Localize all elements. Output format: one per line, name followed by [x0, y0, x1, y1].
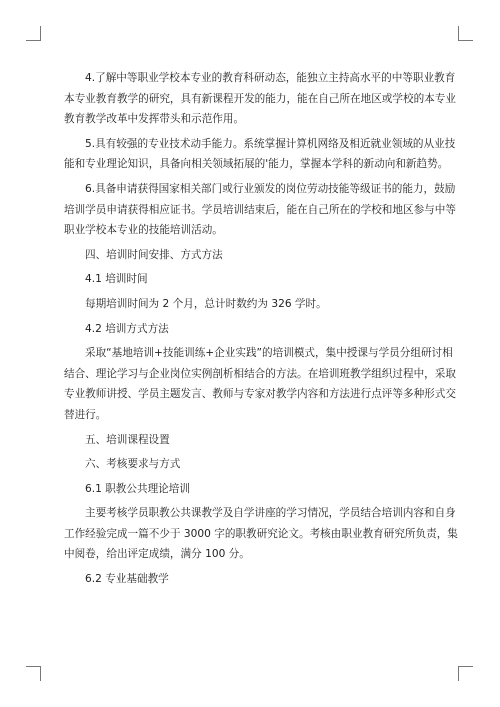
text-line: 教育教学改革中发挥带头和示范作用。 — [64, 113, 245, 126]
paragraph-item-5 — [64, 134, 456, 175]
text-line: 专业教师讲授、学员主题发言、教师与专家对教学内容和方法进行点评等多种形式交 — [64, 388, 456, 401]
document-body — [64, 68, 458, 594]
crop-mark-top-right — [458, 26, 473, 41]
subsection-heading-4-2: 4.2 培训方式方法 — [85, 322, 169, 335]
section-heading-assessment: 六、考核要求与方式 — [85, 458, 181, 471]
subsection-heading-6-2: 6.2 专业基础教学 — [85, 573, 169, 586]
paragraph-training-methods — [64, 343, 456, 425]
section-heading-training-schedule: 四、培训时间安排、方式方法 — [85, 248, 223, 261]
subsection-heading-4-1: 4.1 培训时间 — [85, 273, 148, 286]
text-line: 替进行。 — [64, 408, 107, 421]
crop-mark-top-left — [26, 26, 41, 41]
text-line: 每期培训时间为 2 个月，总计时数约为 326 学时。 — [85, 297, 327, 310]
text-line: 6.具备申请获得国家相关部门或行业颁发的岗位劳动技能等级证书的能力，鼓励 — [85, 182, 456, 195]
text-line: 中阅卷，给出评定成绩，满分 100 分。 — [64, 548, 250, 561]
text-line: 主要考核学员职教公共课教学及自学讲座的学习情况，学员结合培训内容和自身 — [85, 507, 456, 520]
text-line: 培训学员申请获得相应证书。学员培训结束后，能在自己所在的学校和地区参与中等 — [64, 203, 456, 216]
text-line: 工作经验完成一篇不少于 3000 字的职教研究论文。考核由职业教育研究所负责，集 — [64, 527, 458, 540]
crop-mark-bottom-right — [458, 666, 473, 681]
text-line: 采取“基地培训+技能训练+企业实践”的培训模式，集中授课与学员分组研讨相 — [85, 347, 453, 360]
text-line: 本专业教育教学的研究，具有新课程开发的能力，能在自己所在地区或学校的本专业 — [64, 92, 456, 105]
paragraph-training-hours — [64, 294, 438, 315]
section-heading-course-setup: 五、培训课程设置 — [85, 433, 170, 446]
text-line: 职业学校本专业的技能培训活动。 — [64, 224, 223, 237]
text-line: 5.具有较强的专业技术动手能力。系统掌握计算机网络及相近就业领域的从业技 — [85, 137, 456, 150]
text-line: 4.了解中等职业学校本专业的教育科研动态，能独立主持高水平的中等职业教育 — [85, 72, 456, 84]
crop-mark-bottom-left — [26, 666, 41, 681]
text-line: 结合、理论学习与企业岗位实例剖析相结合的方法。在培训班教学组织过程中，采取 — [64, 367, 456, 380]
subsection-heading-6-1: 6.1 职教公共理论培训 — [85, 482, 190, 495]
paragraph-item-4 — [64, 68, 456, 130]
paragraph-assessment-theory — [64, 503, 458, 565]
paragraph-item-6 — [64, 179, 456, 241]
text-line: 能和专业理论知识，具备向相关领域拓展的'能力，掌握本学科的新动向和新趋势。 — [64, 158, 449, 171]
